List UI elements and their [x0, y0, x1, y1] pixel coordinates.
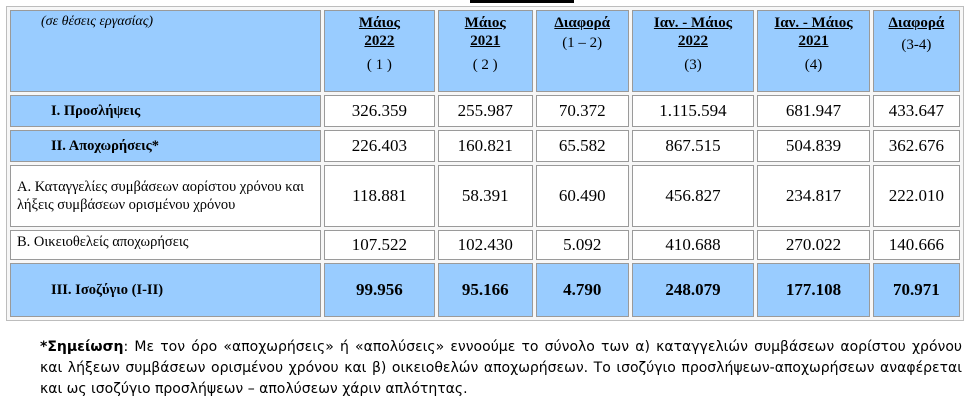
footnote [40, 337, 962, 400]
table-cell: 95.166 [438, 263, 533, 317]
col-header-may-2021: Μάιος 2021 ( 2 ) [438, 10, 533, 92]
table-cell: 60.490 [536, 165, 629, 227]
table-cell: 70.372 [536, 95, 629, 127]
table-cell: 4.790 [536, 263, 629, 317]
header-row [10, 10, 960, 92]
row-label-terminations: Α. Καταγγελίες συμβάσεων αορίστου χρόνου και λήξεις συμβάσεων ορισμένου χρόνου [10, 165, 321, 227]
col-header-diff-1-2: Διαφορά (1 – 2) [536, 10, 629, 92]
table-row [10, 130, 960, 162]
top-rule [470, 0, 574, 3]
table-cell: 118.881 [324, 165, 435, 227]
table-cell: 504.839 [757, 130, 870, 162]
table-cell: 456.827 [632, 165, 755, 227]
col-header-diff-3-4: Διαφορά (3-4) [873, 10, 960, 92]
table-row [10, 95, 960, 127]
footnote-text: : Με τον όρο «αποχωρήσεις» ή «απολύσεις» εννοούμε το σύνολο των α) καταγγελιών συμβάσεων αορίστου χρόνου και λήξεων συμβάσεων ορισμένου χρόνου και β) οικειοθελών αποχωρήσεων. Το ισοζύγιο προσλήψεων-αποχωρήσεων αναφέρεται και ως ισοζύγιο προσλήψεων – απολύσεων χάριν απλότητας. [40, 339, 962, 397]
table-cell: 140.666 [873, 230, 960, 260]
table-cell: 226.403 [324, 130, 435, 162]
table-cell: 362.676 [873, 130, 960, 162]
row-label-separations: ΙΙ. Αποχωρήσεις* [10, 130, 321, 162]
table-cell: 222.010 [873, 165, 960, 227]
table-cell: 867.515 [632, 130, 755, 162]
unit-label: (σε θέσεις εργασίας) [10, 10, 321, 92]
table-cell: 410.688 [632, 230, 755, 260]
table-cell: 5.092 [536, 230, 629, 260]
row-label-voluntary: Β. Οικειοθελείς αποχωρήσεις [10, 230, 321, 260]
col-header-jan-may-2021: Ιαν. - Μάιος 2021 (4) [757, 10, 870, 92]
table-cell: 107.522 [324, 230, 435, 260]
table-cell: 248.079 [632, 263, 755, 317]
table-cell: 433.647 [873, 95, 960, 127]
table-cell: 270.022 [757, 230, 870, 260]
table-cell: 160.821 [438, 130, 533, 162]
table-row [10, 230, 960, 260]
table-cell: 1.115.594 [632, 95, 755, 127]
table-cell: 65.582 [536, 130, 629, 162]
table-cell: 255.987 [438, 95, 533, 127]
row-label-balance: ΙΙΙ. Ισοζύγιο (Ι-ΙΙ) [10, 263, 321, 317]
table-cell: 177.108 [757, 263, 870, 317]
table-cell: 102.430 [438, 230, 533, 260]
table-cell: 681.947 [757, 95, 870, 127]
footnote-lead: *Σημείωση [40, 339, 124, 355]
table-cell: 70.971 [873, 263, 960, 317]
table-row [10, 263, 960, 317]
employment-flows-table [6, 6, 964, 321]
table-cell: 99.956 [324, 263, 435, 317]
table-cell: 58.391 [438, 165, 533, 227]
col-header-may-2022: Μάιος 2022 ( 1 ) [324, 10, 435, 92]
table-row [10, 165, 960, 227]
row-label-hires: Ι. Προσλήψεις [10, 95, 321, 127]
table-cell: 234.817 [757, 165, 870, 227]
table-cell: 326.359 [324, 95, 435, 127]
col-header-jan-may-2022: Ιαν. - Μάιος 2022 (3) [632, 10, 755, 92]
